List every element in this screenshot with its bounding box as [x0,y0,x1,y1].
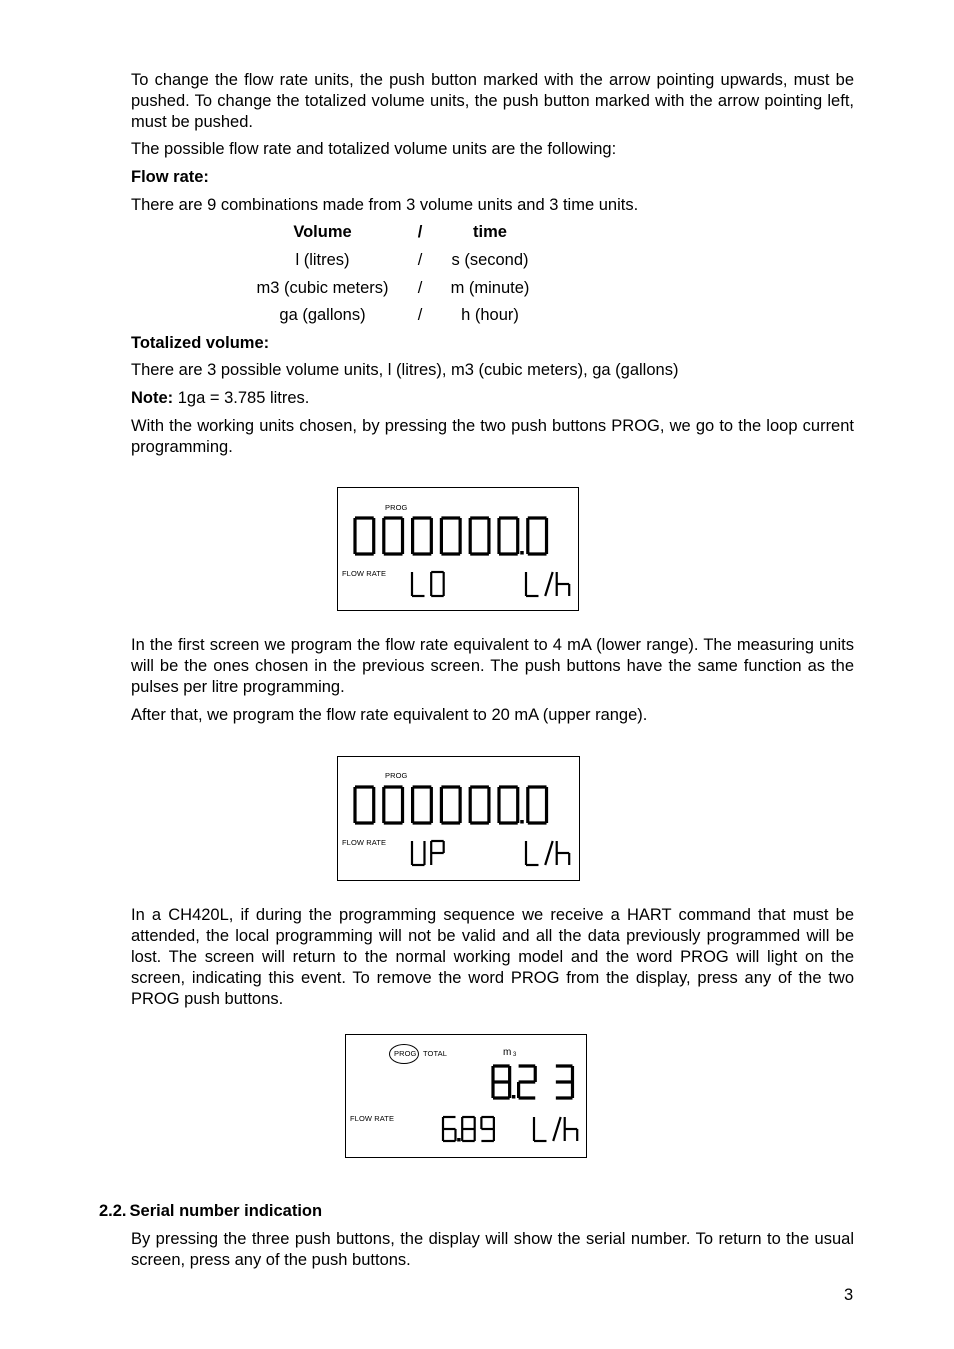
lcd-digit [355,787,374,823]
units-table-row [240,278,560,300]
lcd-digit [528,518,547,554]
volume-cell: m3 (cubic meters) [256,279,389,297]
units-table-row [240,250,560,272]
lcd-digit [441,787,460,823]
section-heading [99,1201,322,1222]
flow-rate-label: FLOW RATE [342,838,387,847]
lcd-digit [557,841,569,865]
totalized-volume-heading: Totalized volume: [131,334,270,352]
lcd-decimal-point [512,1095,516,1099]
note-paragraph [131,388,854,409]
slash-cell: / [417,306,423,324]
units-table-row [240,305,560,327]
lcd-digit [443,1117,455,1141]
slash-cell: / [417,251,423,269]
lcd-digit [412,572,424,596]
flow-rate-label: FLOW RATE [342,569,387,578]
lcd-digit [413,518,432,554]
flow-rate-digits [441,1115,511,1143]
lcd-digit [431,841,443,865]
slash-cell: / [417,279,423,297]
lcd-digit [534,1117,546,1141]
lcd-digit [413,787,432,823]
lcd-digit [384,787,403,823]
unit-lh-text [524,839,574,867]
lower-range-paragraph: In the first screen we program the flow rate equivalent to 4 mA (lower range). The measuring units will be the ones chosen in the previous screen. The push buttons have the same function as the pulses per litre programming. [131,636,854,696]
lcd-decimal-point [520,551,524,555]
serial-number-paragraph: By pressing the three push buttons, the display will show the serial number. To return to the usual screen, press any of the push buttons. [131,1230,854,1269]
main-digits [353,785,573,825]
unit-lh-text [524,570,574,598]
units-table-header [240,222,560,244]
header-volume: Volume [293,223,352,241]
main-digits [353,516,573,556]
lcd-digit [526,841,538,865]
lcd-digit [431,572,443,596]
hart-paragraph: In a CH420L, if during the programming sequence we receive a HART command that must be attended, the local programming will not be valid and all the data previously programmed will be lost. The screen will return to the normal working model and the word PROG will light on the screen, indicating this event. To remove the word PROG from the display, press any of the two PROG push buttons. [131,906,854,1008]
mode-up-text [410,839,460,867]
lcd-digit [526,572,538,596]
prog-indicator: PROG [385,771,408,780]
volume-cell: l (litres) [295,251,350,269]
lcd-slash [545,841,552,865]
lcd-digit [412,841,424,865]
time-cell: m (minute) [450,279,530,297]
unit-lh-text [532,1115,582,1143]
volume-unit-label: m [503,1047,512,1058]
lcd-digit [519,1066,536,1098]
lcd-digit [441,518,460,554]
note-label: Note: [131,389,174,407]
time-cell: h (hour) [461,306,519,324]
lcd-digit [499,787,518,823]
lcd-digit [499,518,518,554]
lcd-digit [384,518,403,554]
upper-range-paragraph: After that, we program the flow rate equivalent to 20 mA (upper range). [131,706,648,724]
flow-rate-label: FLOW RATE [350,1114,395,1123]
section-title: Serial number indication [129,1202,323,1220]
lcd-slash [553,1117,560,1141]
flow-rate-heading: Flow rate: [131,168,209,186]
total-label: TOTAL [423,1049,447,1058]
lcd-digit [528,787,547,823]
lcd-display-lower-range [337,487,579,611]
lcd-decimal-point [457,1138,461,1142]
header-time: time [473,223,507,241]
lcd-digit [355,518,374,554]
lcd-display-prog-lit [345,1034,587,1158]
lcd-digit [565,1117,577,1141]
page-number: 3 [844,1286,854,1304]
intro-paragraph: To change the flow rate units, the push button marked with the arrow pointing upwards, must be pushed. To change the totalized volume units, the push button marked with the arrow pointing left, must be pushed. [131,71,854,131]
lcd-digit [470,518,489,554]
lcd-digit [557,572,569,596]
lcd-digit [470,787,489,823]
total-digits [491,1064,581,1100]
volume-units-paragraph: There are 3 possible volume units, l (litres), m3 (cubic meters), ga (gallons) [131,361,679,379]
header-slash: / [417,223,423,241]
prog-indicator: PROG [385,503,408,512]
lcd-digit [556,1066,573,1098]
lcd-digit [493,1066,510,1098]
lcd-display-upper-range [337,756,580,881]
prog-indicator: PROG [394,1049,417,1058]
lcd-slash [545,572,552,596]
lcd-digit [462,1117,474,1141]
volume-cell: ga (gallons) [279,306,366,324]
mode-lo-text [410,570,460,598]
lcd-decimal-point [520,820,524,824]
volume-unit-exponent: 3 [513,1052,517,1058]
combinations-paragraph: There are 9 combinations made from 3 volume units and 3 time units. [131,196,639,214]
lcd-digit [481,1117,493,1141]
loop-current-paragraph: With the working units chosen, by pressing the two push buttons PROG, we go to the loop current programming. [131,417,854,456]
units-intro-paragraph: The possible flow rate and totalized volume units are the following: [131,140,617,158]
section-number: 2.2. [99,1202,127,1220]
note-text: 1ga = 3.785 litres. [173,389,310,407]
time-cell: s (second) [451,251,529,269]
